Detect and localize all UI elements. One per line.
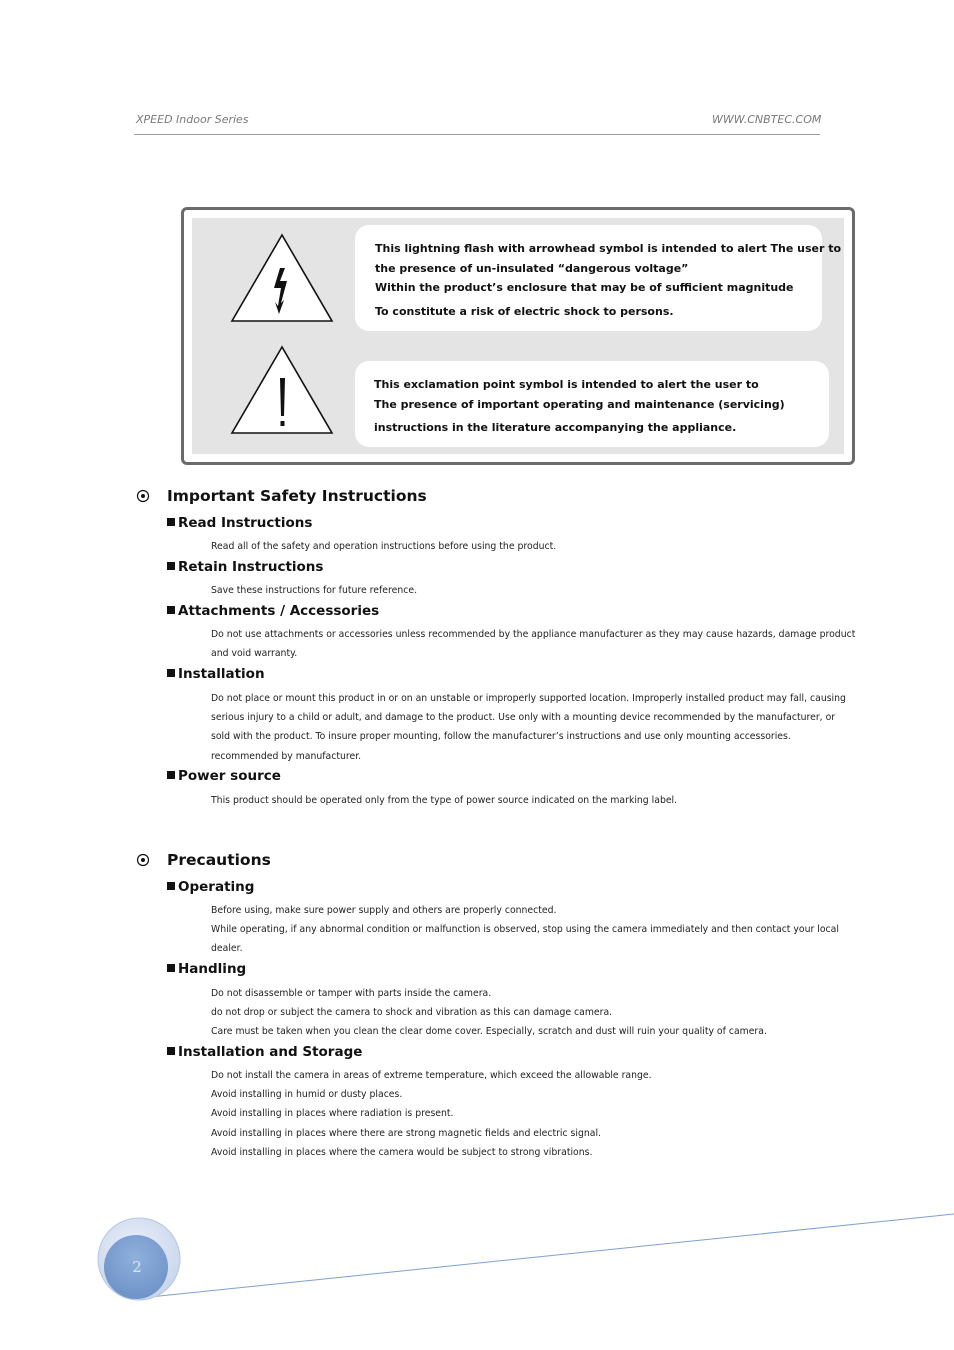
paragraph-line: Do not disassemble or tamper with parts inside the camera. bbox=[211, 988, 492, 999]
target-bullet-icon bbox=[136, 853, 150, 867]
target-bullet-icon bbox=[136, 489, 150, 503]
header-series-title: XPEED Indoor Series bbox=[136, 113, 249, 126]
warning-line: This exclamation point symbol is intended to alert the user to bbox=[374, 378, 759, 391]
paragraph-line: and void warranty. bbox=[211, 648, 298, 660]
paragraph-line: Save these instructions for future reference. bbox=[211, 585, 418, 596]
subheading-power-source bbox=[167, 768, 281, 784]
exclamation-warning-triangle-icon bbox=[230, 344, 334, 440]
subheading-operating bbox=[167, 879, 254, 895]
warning-symbols-panel bbox=[192, 218, 844, 454]
paragraph-line: Read all of the safety and operation instructions before using the product. bbox=[211, 541, 557, 552]
paragraph-handling bbox=[211, 984, 819, 1042]
paragraph-attachments bbox=[211, 625, 856, 663]
header-website: WWW.CNBTEC.COM bbox=[712, 113, 822, 126]
paragraph-line: do not drop or subject the camera to shock and vibration as this can damage camera. bbox=[211, 1007, 613, 1019]
warning-line: This lightning flash with arrowhead symbol is intended to alert The user to bbox=[375, 242, 842, 255]
paragraph-operating bbox=[211, 901, 839, 959]
paragraph-line: Avoid installing in places where the camera would be subject to strong vibrations. bbox=[211, 1146, 593, 1158]
paragraph-line: Do not install the camera in areas of extreme temperature, which exceed the allowable range. bbox=[211, 1070, 652, 1081]
square-bullet-icon bbox=[167, 562, 175, 570]
square-bullet-icon bbox=[167, 669, 175, 677]
subheading-text: Installation bbox=[178, 666, 265, 682]
subheading-handling bbox=[167, 961, 246, 977]
paragraph-line: dealer. bbox=[211, 943, 243, 955]
paragraph-retain-instructions bbox=[211, 581, 819, 600]
paragraph-installation-storage bbox=[211, 1066, 819, 1162]
paragraph-line: Do not place or mount this product in or on an unstable or improperly supported location. Improperly installed product may fall, causing bbox=[211, 693, 846, 704]
subheading-attachments bbox=[167, 603, 379, 619]
subheading-text: Attachments / Accessories bbox=[178, 603, 380, 619]
subheading-text: Retain Instructions bbox=[178, 559, 324, 575]
paragraph-line: recommended by manufacturer. bbox=[211, 750, 362, 762]
paragraph-line: sold with the product. To insure proper mounting, follow the manufacturer’s instructions and use only mounting accessories. bbox=[211, 731, 791, 743]
paragraph-installation bbox=[211, 689, 846, 766]
warning-line: instructions in the literature accompanying the appliance. bbox=[374, 421, 737, 434]
paragraph-read-instructions bbox=[211, 537, 819, 556]
header-divider bbox=[134, 134, 820, 135]
subheading-text: Read Instructions bbox=[178, 515, 313, 531]
warning-symbols-box bbox=[181, 207, 855, 465]
paragraph-line: Care must be taken when you clean the clear dome cover. Especially, scratch and dust will ruin your quality of camera. bbox=[211, 1026, 767, 1038]
paragraph-line: Avoid installing in places where radiation is present. bbox=[211, 1108, 454, 1120]
page-number: 2 bbox=[132, 1258, 142, 1276]
paragraph-line: While operating, if any abnormal condition or malfunction is observed, stop using the camera immediately and then contact your local bbox=[211, 924, 839, 936]
paragraph-line: Avoid installing in places where there are strong magnetic fields and electric signal. bbox=[211, 1127, 602, 1139]
square-bullet-icon bbox=[167, 518, 175, 526]
subheading-text: Power source bbox=[178, 768, 281, 784]
square-bullet-icon bbox=[167, 964, 175, 972]
square-bullet-icon bbox=[167, 606, 175, 614]
paragraph-line: Do not use attachments or accessories unless recommended by the appliance manufacturer as they may cause hazards, damage product bbox=[211, 629, 856, 640]
warning-line: the presence of un-insulated “dangerous voltage” bbox=[375, 261, 689, 275]
subheading-read-instructions bbox=[167, 515, 312, 531]
square-bullet-icon bbox=[167, 1047, 175, 1055]
warning-line: Within the product’s enclosure that may be of sufficient magnitude bbox=[375, 281, 794, 294]
lightning-warning-triangle-icon bbox=[230, 232, 334, 328]
subheading-installation-storage bbox=[167, 1044, 362, 1060]
subheading-text: Installation and Storage bbox=[178, 1044, 363, 1060]
subheading-text: Handling bbox=[178, 961, 247, 977]
paragraph-line: Before using, make sure power supply and others are properly connected. bbox=[211, 905, 557, 916]
lightning-warning-text bbox=[355, 225, 842, 331]
square-bullet-icon bbox=[167, 771, 175, 779]
exclamation-warning-text bbox=[355, 361, 829, 447]
precautions-section-title bbox=[136, 851, 271, 869]
square-bullet-icon bbox=[167, 882, 175, 890]
safety-section-title bbox=[136, 487, 427, 505]
warning-line: To constitute a risk of electric shock to persons. bbox=[375, 304, 674, 318]
paragraph-line: Avoid installing in humid or dusty places. bbox=[211, 1089, 403, 1101]
paragraph-line: serious injury to a child or adult, and damage to the product. Use only with a mounting device recommended by the manufacturer, or bbox=[211, 712, 836, 724]
subheading-text: Operating bbox=[178, 879, 255, 895]
paragraph-line: This product should be operated only from the type of power source indicated on the marking label. bbox=[211, 795, 678, 806]
section-title-text: Precautions bbox=[167, 851, 271, 869]
paragraph-power-source bbox=[211, 791, 819, 810]
section-title-text: Important Safety Instructions bbox=[167, 487, 427, 505]
subheading-installation bbox=[167, 666, 265, 682]
subheading-retain-instructions bbox=[167, 559, 323, 575]
warning-line: The presence of important operating and maintenance (servicing) bbox=[374, 397, 785, 411]
